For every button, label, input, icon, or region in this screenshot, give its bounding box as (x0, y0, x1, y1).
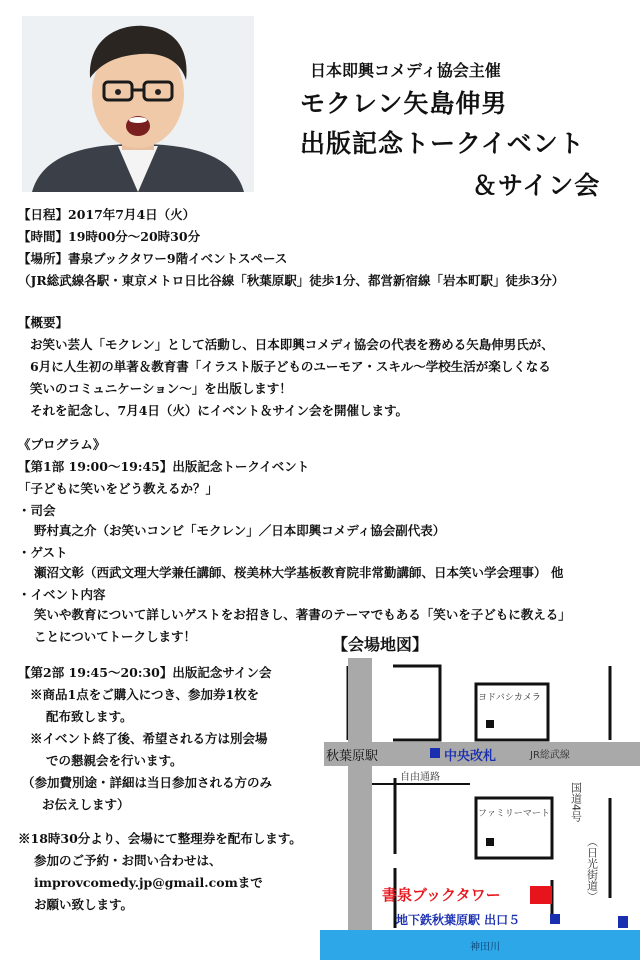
part1-heading: 【第1部 19:00〜19:45】出版記念トークイベント (18, 459, 310, 474)
part2-line: ※商品1点をご購入につき、参加券1枚を (30, 687, 260, 702)
guest-text: 瀬沼文彰（西武文理大学兼任講師、桜美林大学基板教育院非常勤講師、日本笑い学会理事） 他 (34, 565, 564, 580)
subway-label: 地下鉄秋葉原駅 出口５ (396, 913, 521, 927)
date-text: 【日程】2017年7月4日（火） (18, 207, 196, 222)
notice-line: お願い致します。 (34, 897, 134, 912)
venue-label: 書泉ブックタワー (382, 886, 501, 904)
contact-email[interactable]: improvcomedy.jp@gmail.comまで (34, 875, 263, 890)
overview-line: 6月に人生初の単著＆教育書「イラスト版子どものユーモア・スキル〜学校生活が楽しくなる (30, 359, 551, 374)
content-line: 笑いや教育について詳しいゲストをお招きし、著書のテーマでもある「笑いを子どもに教える」 (34, 607, 571, 622)
part2-line: 配布致します。 (46, 709, 133, 724)
part1-subtitle: 「子どもに笑いをどう教えるか？」 (18, 481, 219, 496)
guest-label: ・ゲスト (18, 545, 68, 560)
part2-line: での懇親会を行います。 (46, 753, 183, 768)
central-gate-label: 中央改札 (444, 749, 497, 764)
part2-heading: 【第2部 19:45〜20:30】出版記念サイン会 (18, 665, 272, 680)
program-heading: 《プログラム》 (18, 437, 106, 452)
familymart-block (476, 798, 552, 858)
notice-line: ※18時30分より、会場にて整理券を配布します。 (18, 831, 302, 846)
content-label: ・イベント内容 (18, 587, 106, 602)
title-line-3: ＆サイン会 (472, 171, 601, 200)
time-text: 【時間】19時00分〜20時30分 (18, 229, 201, 244)
overview-line: それを記念し、7月4日（火）にイベント＆サイン会を開催します。 (30, 403, 409, 418)
block-outline (393, 666, 440, 740)
map-title: 【会場地図】 (332, 635, 429, 654)
vertical-road (348, 658, 372, 944)
akihabara-label: 秋葉原駅 (326, 749, 379, 764)
content-line: ことについてトークします！ (34, 629, 197, 644)
overview-heading: 【概要】 (18, 315, 69, 330)
organizer-text: 日本即興コメディ協会主催 (310, 61, 501, 80)
speaker-photo (22, 16, 254, 192)
river-label: 神田川 (470, 942, 500, 953)
jiyu-street-label: 自由通路 (400, 772, 440, 783)
place-text: 【場所】書泉ブックタワー9階イベントスペース (18, 251, 288, 266)
route4-label: 国道4号 (569, 782, 583, 822)
part2-line: お伝えします） (42, 797, 130, 812)
access-text: （JR総武線各駅・東京メトロ日比谷線「秋葉原駅」徒歩1分、都営新宿線「岩本町駅」徒歩3分） (18, 273, 565, 288)
nikko-label: （日光街道） (585, 836, 599, 902)
gate-marker (430, 748, 440, 758)
part2-line: ※イベント終了後、希望される方は別会場 (30, 731, 268, 746)
mc-label: ・司会 (18, 503, 56, 518)
overview-line: お笑い芸人「モクレン」として活動し、日本即興コメディ協会の代表を務める矢島伸男氏が、 (30, 337, 554, 352)
title-line-2: 出版記念トークイベント (300, 129, 585, 158)
mc-text: 野村真之介（お笑いコンビ「モクレン」／日本即興コメディ協会副代表） (34, 523, 446, 538)
notice-line: 参加のご予約・お問い合わせは、 (34, 853, 222, 868)
yodobashi-label: ヨドバシカメラ (478, 693, 541, 703)
familymart-label: ファミリーマート (478, 809, 550, 819)
jr-line-label: JR総武線 (530, 750, 570, 761)
overview-line: 笑いのコミュニケーション〜」を出版します！ (30, 381, 292, 396)
venue-marker (530, 886, 552, 904)
title-line-1: モクレン矢島伸男 (300, 89, 508, 118)
venue-map (320, 658, 640, 960)
part2-line: （参加費別途・詳細は当日参加される方のみ (22, 775, 273, 790)
